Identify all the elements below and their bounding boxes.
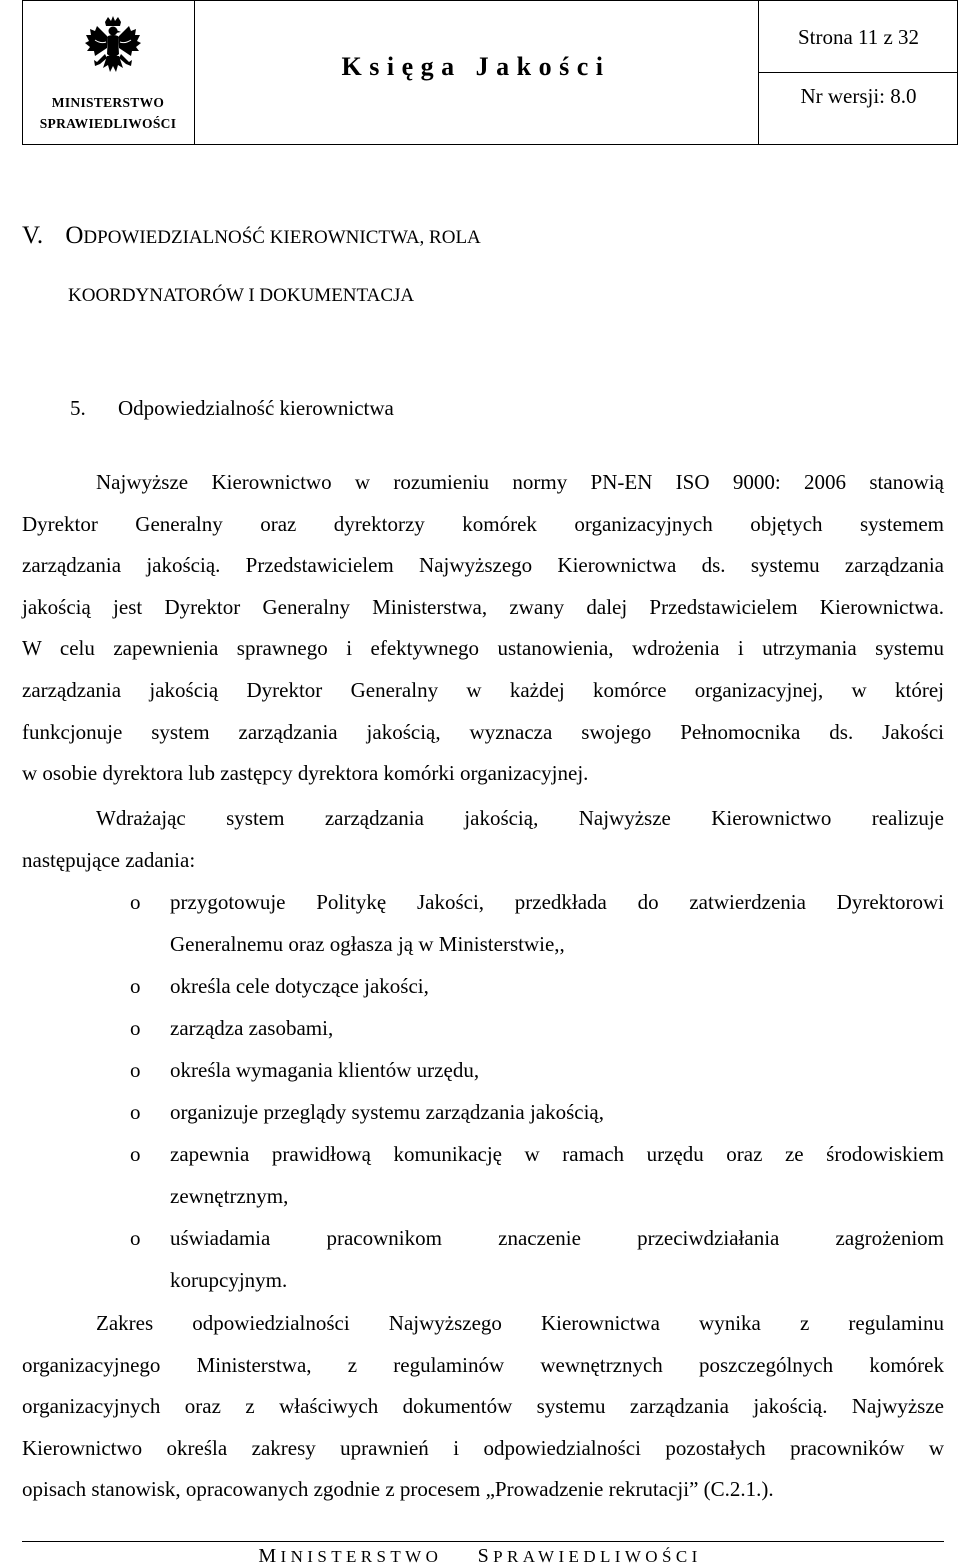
paragraph-tasks-intro: [22, 798, 944, 881]
list-item-text: określa wymagania klientów urzędu,: [170, 1058, 480, 1082]
list-item: [130, 1133, 944, 1217]
list-item: [130, 1007, 944, 1049]
paragraph-line: w osobie dyrektora lub zastępcy dyrektora komórki organizacyjnej.: [22, 761, 589, 786]
paragraph-line: organizacyjnych oraz z właściwych dokumentów systemu zarządzania jakością. Najwyższe: [22, 1394, 944, 1419]
header-border-bottom: [22, 144, 958, 145]
footer-word: INISTERSTWO: [280, 1547, 443, 1566]
logo-line-2: SPRAWIEDLIWOŚCI: [39, 116, 177, 131]
section-heading: [70, 396, 394, 421]
list-item: [130, 1091, 944, 1133]
chapter-title-initial: O: [65, 222, 84, 249]
paragraph-line: Zakres odpowiedzialności Najwyższego Kierownictwa wynika z regulaminu: [96, 1311, 944, 1335]
bullet-marker: o: [130, 1100, 141, 1124]
list-item: [130, 965, 944, 1007]
version-number: Nr wersji: 8.0: [800, 84, 917, 108]
list-item-text: przygotowuje Politykę Jakości, przedkłada do zatwierdzenia Dyrektorowi: [170, 890, 944, 914]
footer-word: PRAWIEDLIWOŚCI: [493, 1547, 702, 1566]
chapter-line-2: [22, 266, 481, 324]
document-title: Księga Jakości: [341, 52, 611, 81]
list-item-text: korupcyjnym.: [170, 1268, 288, 1292]
paragraph-line: Najwyższe Kierownictwo w rozumieniu normy PN-EN ISO 9000: 2006 stanowią: [96, 470, 944, 494]
header-border-mid: [758, 72, 958, 73]
paragraph-line: organizacyjnego Ministerstwa, z regulaminów wewnętrznych poszczególnych komórek: [22, 1352, 944, 1377]
list-item-text: zewnętrznym,: [170, 1184, 289, 1208]
eagle-emblem-icon: [83, 16, 143, 82]
footer-initial: S: [477, 1545, 494, 1567]
list-item-text: uświadamia pracownikom znaczenie przeciwdziałania zagrożeniom: [170, 1226, 944, 1250]
page-number: Strona 11 z 32: [797, 25, 920, 49]
paragraph-line: następujące zadania:: [22, 847, 196, 872]
bullet-marker: o: [130, 974, 141, 998]
list-item-text: Generalnemu oraz ogłasza ją w Ministerstwie,,: [170, 932, 565, 956]
header-border-right: [957, 0, 958, 145]
paragraph-line: zarządzania jakością Dyrektor Generalny w każdej komórce organizacyjnej, w której: [22, 677, 944, 702]
bullet-marker: o: [130, 890, 141, 914]
paragraph-line: funkcjonuje system zarządzania jakością, wyznacza swojego Pełnomocnika ds. Jakości: [22, 719, 944, 744]
logo-line-1: MINISTERSTWO: [51, 95, 165, 110]
list-item-text: zapewnia prawidłową komunikację w ramach urzędu oraz ze środowiskiem: [170, 1142, 944, 1166]
paragraph-line: Wdrażając system zarządzania jakością, Najwyższe Kierownictwo realizuje: [96, 806, 944, 830]
paragraph-responsibility-scope: [22, 1303, 944, 1511]
chapter-heading: [22, 208, 481, 324]
ministry-logo: [22, 0, 194, 144]
paragraph-line: Kierownictwo określa zakresy uprawnień i odpowiedzialności pozostałych pracowników w: [22, 1435, 944, 1460]
list-item-text: organizuje przeglądy systemu zarządzania jakością,: [170, 1100, 604, 1124]
paragraph-management-definition: [22, 462, 944, 795]
chapter-title-line-1: DPOWIEDZIALNOŚĆ KIEROWNICTWA, ROLA: [83, 227, 481, 248]
bullet-marker: o: [130, 1142, 141, 1166]
footer-rule: [22, 1541, 944, 1542]
paragraph-line: Dyrektor Generalny oraz dyrektorzy komórek organizacyjnych objętych systemem: [22, 511, 944, 536]
section-number: 5.: [70, 396, 86, 420]
list-item: [130, 881, 944, 965]
document-header: [0, 0, 958, 145]
tasks-list: [130, 881, 944, 1301]
paragraph-line: opisach stanowisk, opracowanych zgodnie z procesem „Prowadzenie rekrutacji” (C.2.1.).: [22, 1477, 774, 1502]
paragraph-line: zarządzania jakością. Przedstawicielem Najwyższego Kierownictwa ds. systemu zarządzania: [22, 553, 944, 578]
paragraph-line: jakością jest Dyrektor Generalny Ministerstwa, zwany dalej Przedstawicielem Kierownictwa.: [22, 594, 944, 619]
document-footer: [0, 1535, 960, 1565]
paragraph-line: W celu zapewnienia sprawnego i efektywnego ustanowienia, wdrożenia i utrzymania systemu: [22, 636, 944, 661]
list-item-text: określa cele dotyczące jakości,: [170, 974, 429, 998]
chapter-number: V.: [22, 222, 44, 249]
ministry-name: [22, 92, 194, 134]
list-item-text: zarządza zasobami,: [170, 1016, 334, 1040]
chapter-title-line-2: KOORDYNATORÓW I DOKUMENTACJA: [68, 285, 415, 306]
list-item: [130, 1217, 944, 1301]
list-item: [130, 1049, 944, 1091]
chapter-line-1: [22, 208, 481, 266]
bullet-marker: o: [130, 1226, 141, 1250]
bullet-marker: o: [130, 1016, 141, 1040]
footer-initial: M: [258, 1545, 281, 1567]
section-title: Odpowiedzialność kierownictwa: [118, 396, 394, 420]
bullet-marker: o: [130, 1058, 141, 1082]
header-divider-2: [758, 0, 759, 145]
